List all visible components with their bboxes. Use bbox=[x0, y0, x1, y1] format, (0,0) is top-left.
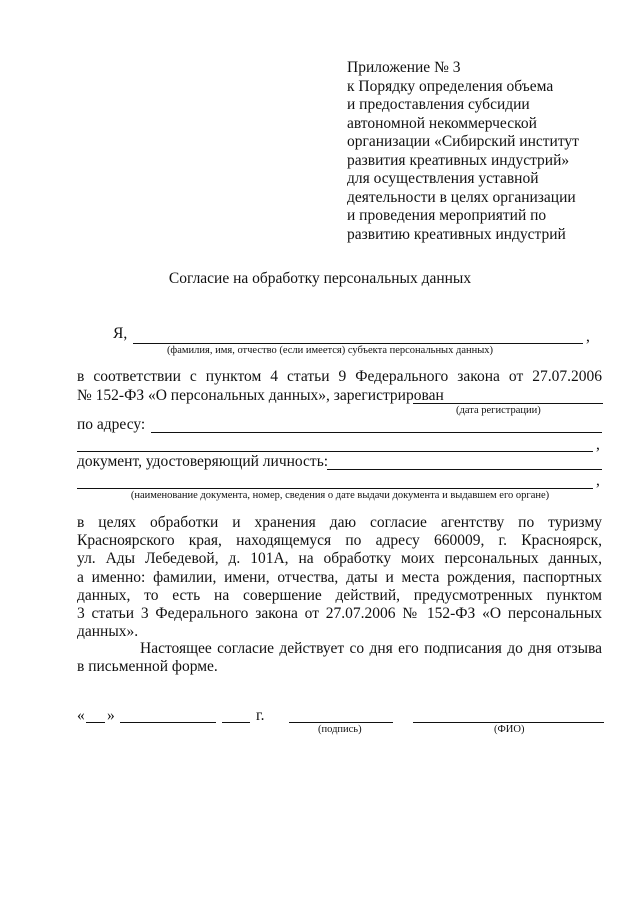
date-quote-close: » bbox=[107, 707, 115, 724]
document-title: Согласие на обработку персональных данных bbox=[168, 270, 472, 287]
registration-date-field[interactable] bbox=[413, 403, 603, 404]
appendix-line: и проведения мероприятий по bbox=[347, 207, 547, 224]
month-field[interactable] bbox=[120, 722, 216, 723]
address-field-line-1[interactable] bbox=[151, 432, 602, 433]
appendix-line: к Порядку определения объема bbox=[347, 77, 554, 95]
appendix-line: деятельности в целях организации bbox=[347, 188, 576, 206]
day-field[interactable] bbox=[86, 722, 105, 723]
name-caption: (фамилия, имя, отчество (если имеется) субъекта персональных данных) bbox=[166, 345, 494, 356]
law-line-2: № 152-ФЗ «О персональных данных», зарегистрирован bbox=[77, 387, 444, 404]
validity-line: в письменной форме. bbox=[77, 658, 218, 676]
appendix-line: развития креативных индустрий» bbox=[347, 151, 570, 169]
appendix-line: Приложение № 3 bbox=[347, 59, 461, 76]
validity-line: Настоящее согласие действует со дня его подписания до дня отзыва bbox=[140, 640, 602, 657]
appendix-line: для осуществления уставной bbox=[347, 170, 539, 187]
year-field[interactable] bbox=[222, 722, 250, 723]
appendix-line: развитию креативных индустрий bbox=[347, 225, 566, 243]
consent-paragraph bbox=[77, 514, 602, 641]
validity-paragraph bbox=[77, 640, 602, 676]
consent-line: данных». bbox=[77, 623, 139, 641]
consent-line: ул. Ады Лебедевой, д. 101А, на обработку моих персональных данных, bbox=[77, 550, 602, 568]
year-suffix: г. bbox=[256, 707, 265, 724]
signature-caption: (подпись) bbox=[318, 724, 362, 735]
date-quote-open: « bbox=[77, 707, 85, 724]
fio-field[interactable] bbox=[413, 722, 604, 723]
registration-date-caption: (дата регистрации) bbox=[456, 405, 541, 416]
document-field-line-2[interactable] bbox=[77, 488, 593, 489]
document-caption: (наименование документа, номер, сведения о дате выдачи документа и выдавшем его органе) bbox=[130, 490, 550, 501]
ya-comma: , bbox=[586, 328, 590, 345]
consent-line: в целях обработки и хранения даю согласие агентству по туризму bbox=[77, 514, 602, 531]
signature-field[interactable] bbox=[289, 722, 393, 723]
appendix-header bbox=[347, 59, 607, 244]
fio-caption: (ФИО) bbox=[494, 724, 525, 735]
address-comma: , bbox=[596, 436, 600, 453]
document-field-line-1[interactable] bbox=[327, 469, 602, 470]
address-label: по адресу: bbox=[77, 416, 146, 433]
document-label: документ, удостоверяющий личность: bbox=[77, 453, 329, 470]
law-line-1: в соответствии с пунктом 4 статьи 9 Федерального закона от 27.07.2006 bbox=[77, 368, 602, 385]
appendix-line: и предоставления субсидии bbox=[347, 96, 530, 113]
appendix-line: автономной некоммерческой bbox=[347, 114, 537, 132]
consent-line: данных, то есть на совершение действий, предусмотренных пунктом bbox=[77, 586, 602, 604]
appendix-line: организации «Сибирский институт bbox=[347, 133, 579, 150]
consent-line: 3 статьи 3 Федерального закона от 27.07.2006 № 152-ФЗ «О персональных bbox=[77, 604, 602, 622]
document-comma: , bbox=[596, 472, 600, 489]
consent-line: Красноярского края, находящемуся по адресу 660009, г. Красноярск, bbox=[77, 532, 602, 550]
full-name-field[interactable] bbox=[133, 343, 583, 344]
address-field-line-2[interactable] bbox=[77, 451, 593, 452]
consent-line: а именно: фамилии, имени, отчества, даты и места рождения, паспортных bbox=[77, 568, 602, 586]
ya-label: Я, bbox=[113, 325, 128, 342]
